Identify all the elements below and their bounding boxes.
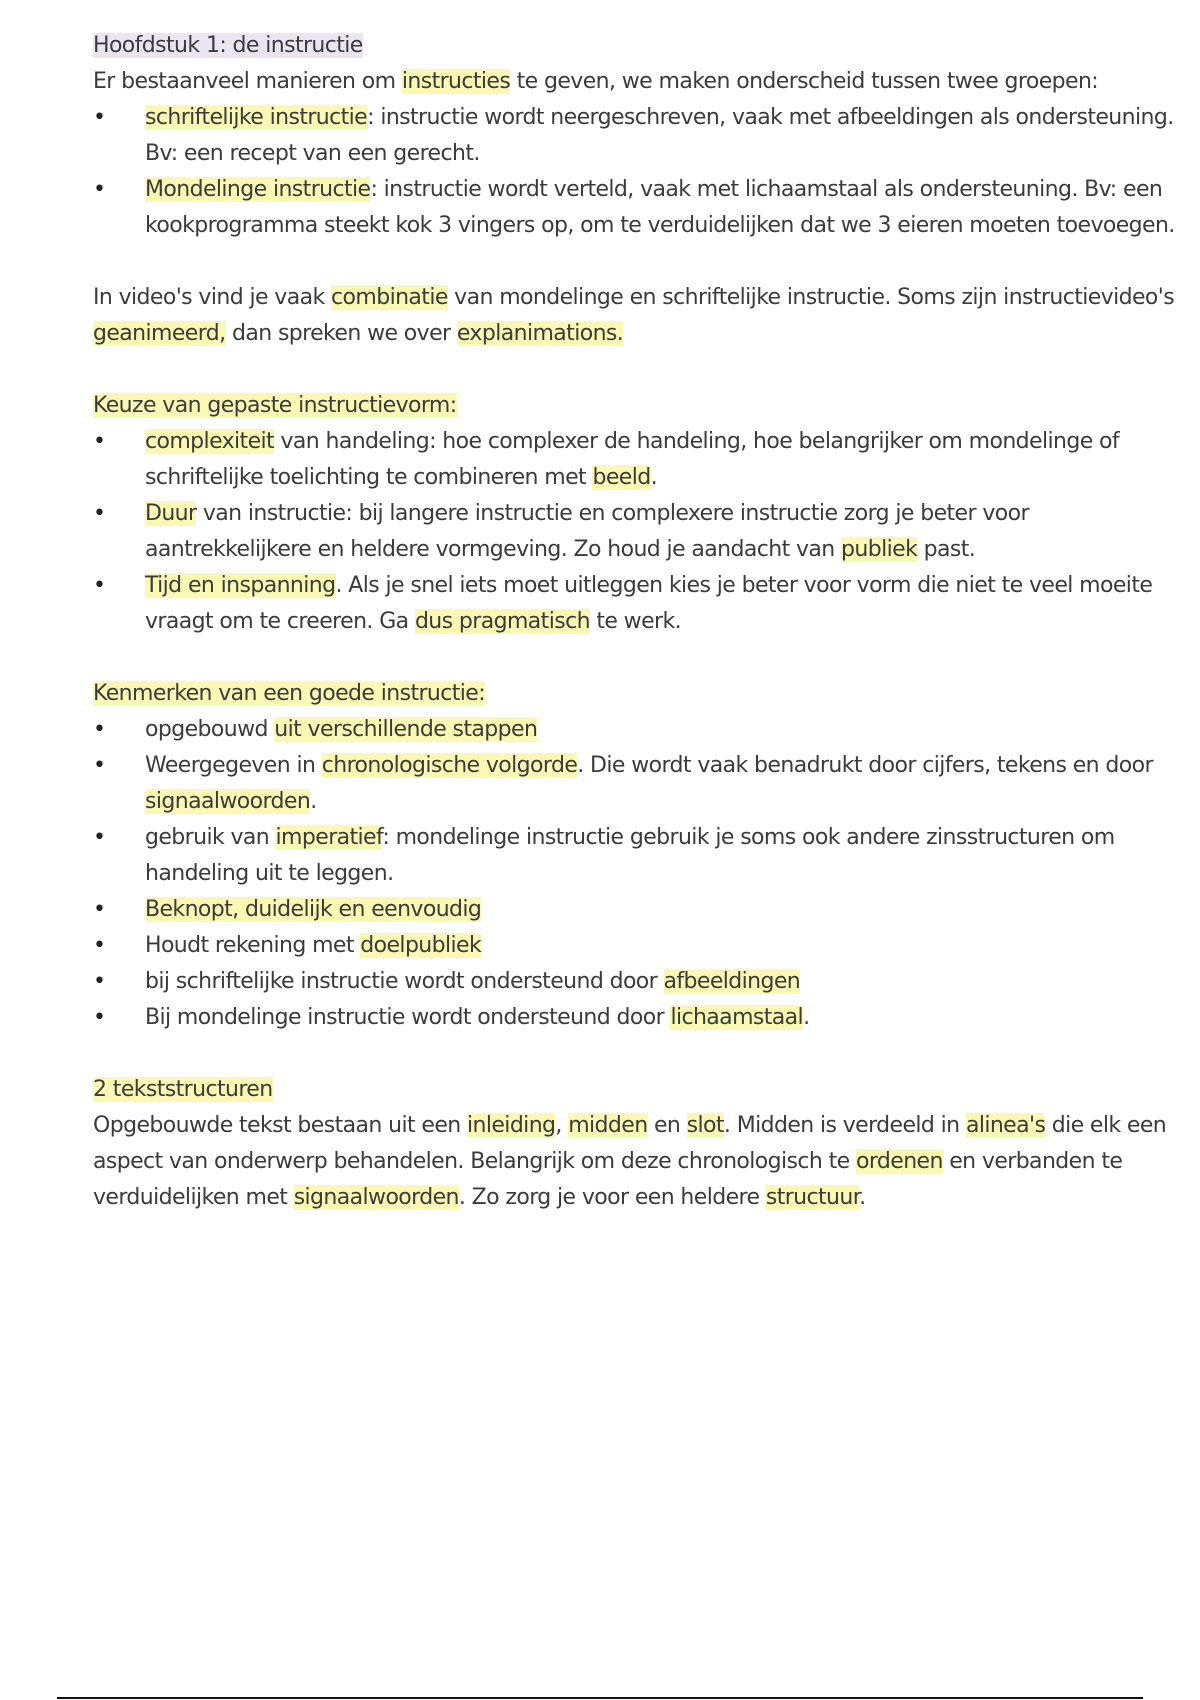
list-item: • Beknopt, duidelijk en eenvoudig bbox=[93, 892, 1183, 928]
notes-content bbox=[93, 28, 1183, 1216]
kenmerken-list bbox=[93, 712, 1183, 1036]
chapter-heading: Hoofdstuk 1: de instructie bbox=[93, 33, 363, 58]
list-item: • bij schriftelijke instructie wordt ondersteund door afbeeldingen bbox=[93, 964, 1183, 1000]
list-item: • gebruik van imperatief: mondelinge instructie gebruik je soms ook andere zinsstructuren om handeling uit te leggen. bbox=[93, 820, 1183, 892]
list-item: • Mondelinge instructie: instructie wordt verteld, vaak met lichaamstaal als ondersteuning. Bv: een kookprogramma steekt kok 3 vingers op, om te verduidelijken dat we 3 eieren moeten toevoegen. bbox=[93, 172, 1183, 244]
section-heading-kenmerken: Kenmerken van een goede instructie: bbox=[93, 681, 486, 706]
list-item: • Weergegeven in chronologische volgorde. Die wordt vaak benadrukt door cijfers, tekens en door signaalwoorden. bbox=[93, 748, 1183, 820]
section-heading-instructievorm: Keuze van gepaste instructievorm: bbox=[93, 393, 457, 418]
list-item: • Houdt rekening met doelpubliek bbox=[93, 928, 1183, 964]
list-item: • opgebouwd uit verschillende stappen bbox=[93, 712, 1183, 748]
list-item: • complexiteit van handeling: hoe complexer de handeling, hoe belangrijker om mondelinge of schriftelijke toelichting te combineren met beeld. bbox=[93, 424, 1183, 496]
list-item: • Tijd en inspanning. Als je snel iets moet uitleggen kies je beter voor vorm die niet te veel moeite vraagt om te creeren. Ga dus pragmatisch te werk. bbox=[93, 568, 1183, 640]
intro-paragraph: Er bestaanveel manieren om instructies te geven, we maken onderscheid tussen twee groepen: bbox=[93, 69, 1099, 94]
tekststructuren-paragraph: Opgebouwde tekst bestaan uit een inleiding, midden en slot. Midden is verdeeld in alinea's die elk een aspect van onderwerp behandelen. Belangrijk om deze chronologisch te ordenen en verbanden te verduidelijken met signaalwoorden. Zo zorg je voor een heldere structuur. bbox=[93, 1113, 1167, 1210]
list-item: • Duur van instructie: bij langere instructie en complexere instructie zorg je beter voor aantrekkelijkere en heldere vormgeving. Zo houd je aandacht van publiek past. bbox=[93, 496, 1183, 568]
list-item: • Bij mondelinge instructie wordt ondersteund door lichaamstaal. bbox=[93, 1000, 1183, 1036]
section-heading-tekststructuren: 2 tekststructuren bbox=[93, 1077, 273, 1102]
instruction-types-list bbox=[93, 100, 1183, 244]
video-paragraph: In video's vind je vaak combinatie van mondelinge en schriftelijke instructie. Soms zijn instructievideo's geanimeerd, dan spreken we over explanimations. bbox=[93, 285, 1175, 346]
bottom-divider bbox=[57, 1697, 1143, 1699]
instructievorm-list bbox=[93, 424, 1183, 640]
list-item: • schriftelijke instructie: instructie wordt neergeschreven, vaak met afbeeldingen als ondersteuning. Bv: een recept van een gerecht. bbox=[93, 100, 1183, 172]
